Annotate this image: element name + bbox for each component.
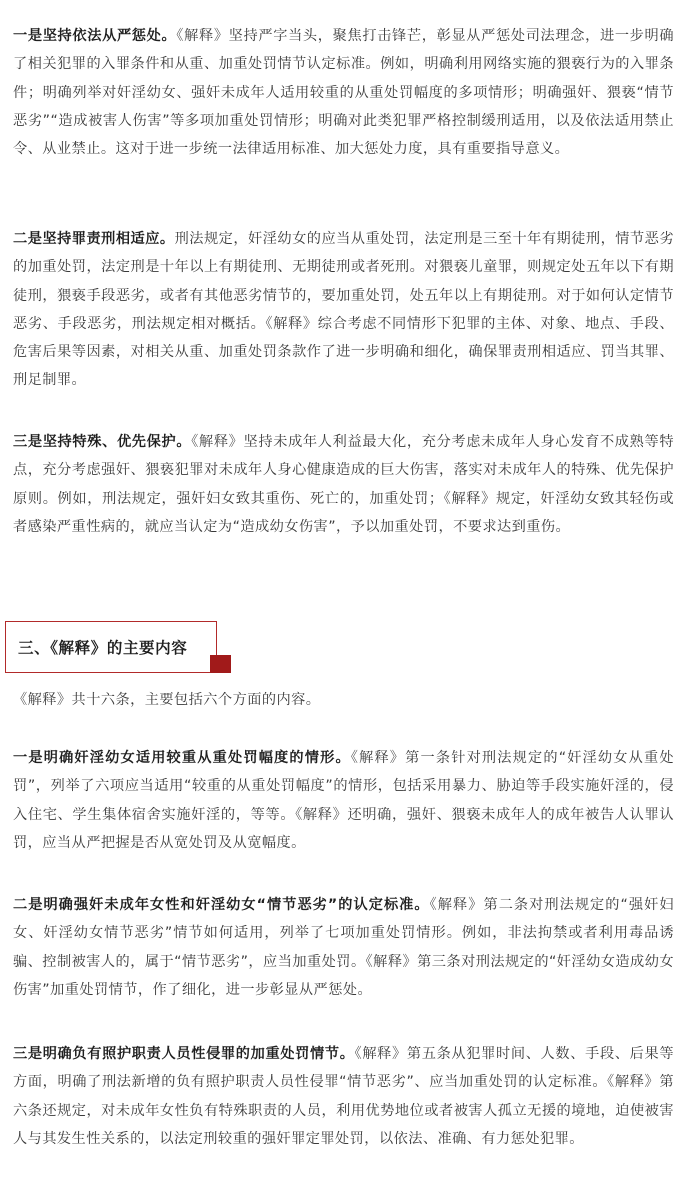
paragraph-body: 刑法规定，奸淫幼女的应当从重处罚，法定刑是三至十年有期徒刑，情节恶劣的加重处罚，法定刑是十年以上有期徒刑、无期徒刑或者死刑。对猥亵儿童罪，则规定处五年以下有期徒刑，猥亵手段恶劣，或者有其他恶劣情节的，要加重处罚，处五年以上有期徒刑。对于如何认定情节恶劣、手段恶劣，刑法规定相对概括。《解释》综合考虑不同情形下犯罪的主体、对象、地点、手段、危害后果等因素，对相关从重、加重处罚条款作了进一步明确和细化，确保罪责刑相适应、罚当其罪、刑足制罪。 [13,231,674,389]
paragraph-special-protection [13,428,674,541]
paragraph-lead: 一是明确奸淫幼女适用较重从重处罚幅度的情形。 [13,750,351,766]
paragraph-lead: 二是坚持罪责刑相适应。 [13,231,175,247]
paragraph-body: 《解释》第二条对刑法规定的“强奸妇女、奸淫幼女情节恶劣”情节如何适用，列举了七项加重处罚情形。例如，非法拘禁或者利用毒品诱骗、控制被害人的，属于“情节恶劣”，应当加重处罚。《解释》第三条对刑法规定的“奸淫幼女造成幼女伤害”加重处罚情节，作了细化，进一步彰显从严惩处。 [13,897,674,998]
paragraph-body: 《解释》坚持严字当头，聚焦打击锋芒，彰显从严惩处司法理念，进一步明确了相关犯罪的入罪条件和从重、加重处罚情节认定标准。例如，明确利用网络实施的猥亵行为的入罪条件；明确列举对奸淫幼女、强奸未成年人适用较重的从重处罚幅度的多项情形；明确强奸、猥亵“情节恶劣”“造成被害人伤害”等多项加重处罚情形；明确对此类犯罪严格控制缓刑适用，以及依法适用禁止令、从业禁止。这对于进一步统一法律适用标准、加大惩处力度，具有重要指导意义。 [13,28,675,158]
paragraph-body: 《解释》第一条针对刑法规定的“奸淫幼女从重处罚”，列举了六项应当适用“较重的从重处罚幅度”的情形，包括采用暴力、胁迫等手段实施奸淫的，侵入住宅、学生集体宿舍实施奸淫的，等等。《解释》还明确，强奸、猥亵未成年人的成年被告人认罪认罚，应当从严把握是否从宽处罚及从宽幅度。 [13,750,674,851]
paragraph-aggravated-standard [13,891,674,1004]
paragraph-lead: 一是坚持依法从严惩处。 [13,28,177,44]
paragraph-proportionality [13,225,674,395]
paragraph-lead: 二是明确强奸未成年女性和奸淫幼女“情节恶劣”的认定标准。 [13,897,430,913]
paragraph-body: 《解释》第五条从犯罪时间、人数、手段、后果等方面，明确了刑法新增的负有照护职责人员性侵罪“情节恶劣”、应当加重处罚的认定标准。《解释》第六条还规定，对未成年女性负有特殊职责的人员，利用优势地位或者被害人孤立无援的境地，迫使被害人与其发生性关系的，以法定刑较重的强奸罪定罪处罚，以依法、准确、有力惩处犯罪。 [13,1046,674,1147]
section-heading-corner-mark [210,655,231,673]
paragraph-lead: 三是明确负有照护职责人员性侵罪的加重处罚情节。 [13,1046,355,1062]
paragraph-caretaker-offense [13,1040,674,1153]
section-heading: 三、《解释》的主要内容 [18,639,188,657]
paragraph-strict-punishment [13,22,674,163]
section-intro: 《解释》共十六条，主要包括六个方面的内容。 [13,692,321,708]
paragraph-lead: 三是坚持特殊、优先保护。 [13,434,192,450]
paragraph-heavier-punishment [13,744,674,857]
paragraph-body: 《解释》坚持未成年人利益最大化，充分考虑未成年人身心发育不成熟等特点，充分考虑强奸、猥亵犯罪对未成年人身心健康造成的巨大伤害，落实对未成年人的特殊、优先保护原则。例如，刑法规定，强奸妇女致其重伤、死亡的，加重处罚；《解释》规定，奸淫幼女致其轻伤或者感染严重性病的，就应当认定为“造成幼女伤害”，予以加重处罚，不要求达到重伤。 [13,434,674,535]
